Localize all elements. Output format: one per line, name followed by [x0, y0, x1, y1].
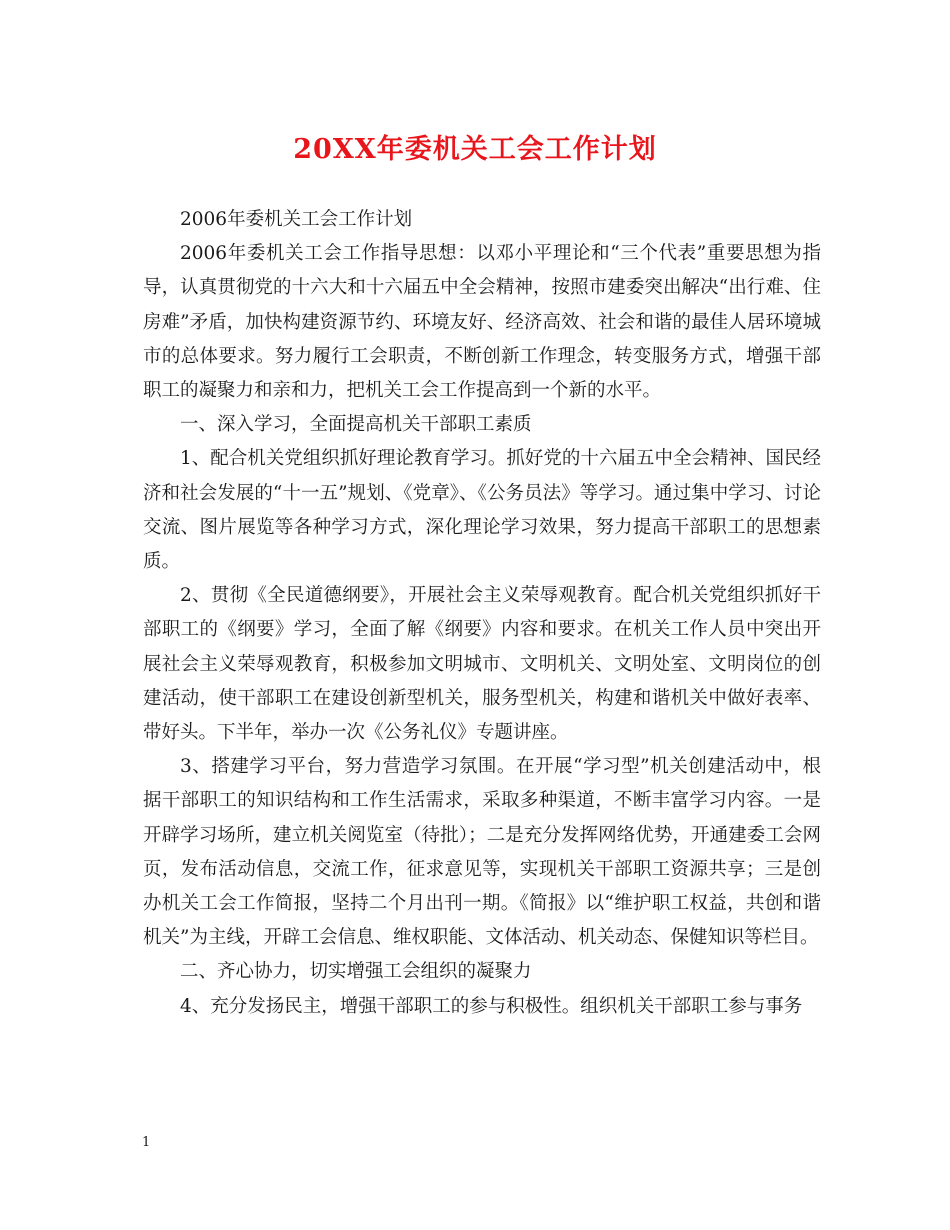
page-number: 1	[142, 1135, 151, 1150]
paragraph-item-1: 1、配合机关党组织抓好理论教育学习。抓好党的十六届五中全会精神、国民经济和社会发展的“十一五”规划、《党章》、《公务员法》等学习。通过集中学习、讨论交流、图片展览等各种学习方式，深化理论学习效果，努力提高干部职工的思想素质。	[143, 448, 821, 573]
document-title: 20XX年委机关工会工作计划	[293, 134, 657, 165]
paragraph-guiding-thought: 2006年委机关工会工作指导思想：以邓小平理论和“三个代表”重要思想为指导，认真贯彻党的十六大和十六届五中全会精神，按照市建委突出解决“出行难、住房难”矛盾，加快构建资源节约、环境友好、经济高效、社会和谐的最佳人居环境城市的总体要求。努力履行工会职责，不断创新工作理念，转变服务方式，增强干部职工的凝聚力和亲和力，把机关工会工作提高到一个新的水平。	[143, 243, 821, 402]
section-heading-2: 二、齐心协力，切实增强工会组织的凝聚力	[180, 961, 532, 983]
document-body	[143, 203, 821, 1024]
paragraph-item-3: 3、搭建学习平台，努力营造学习氛围。在开展“学习型”机关创建活动中，根据干部职工的知识结构和工作生活需求，采取多种渠道，不断丰富学习内容。一是开辟学习场所，建立机关阅览室（待批）；二是充分发挥网络优势，开通建委工会网页，发布活动信息，交流工作，征求意见等，实现机关干部职工资源共享；三是创办机关工会工作简报，坚持二个月出刊一期。《简报》以“维护职工权益，共创和谐机关”为主线，开辟工会信息、维权职能、文体活动、机关动态、保健知识等栏目。	[143, 756, 821, 949]
paragraph-heading: 2006年委机关工会工作计划	[180, 209, 413, 230]
section-heading-1: 一、深入学习，全面提高机关干部职工素质	[180, 414, 532, 436]
paragraph-item-2: 2、贯彻《全民道德纲要》，开展社会主义荣辱观教育。配合机关党组织抓好干部职工的《纲要》学习，全面了解《纲要》内容和要求。在机关工作人员中突出开展社会主义荣辱观教育，积极参加文明城市、文明机关、文明处室、文明岗位的创建活动，使干部职工在建设创新型机关，服务型机关，构建和谐机关中做好表率、带好头。下半年，举办一次《公务礼仪》专题讲座。	[143, 585, 821, 744]
paragraph-item-4: 4、充分发扬民主，增强干部职工的参与积极性。组织机关干部职工参与事务	[180, 995, 803, 1017]
